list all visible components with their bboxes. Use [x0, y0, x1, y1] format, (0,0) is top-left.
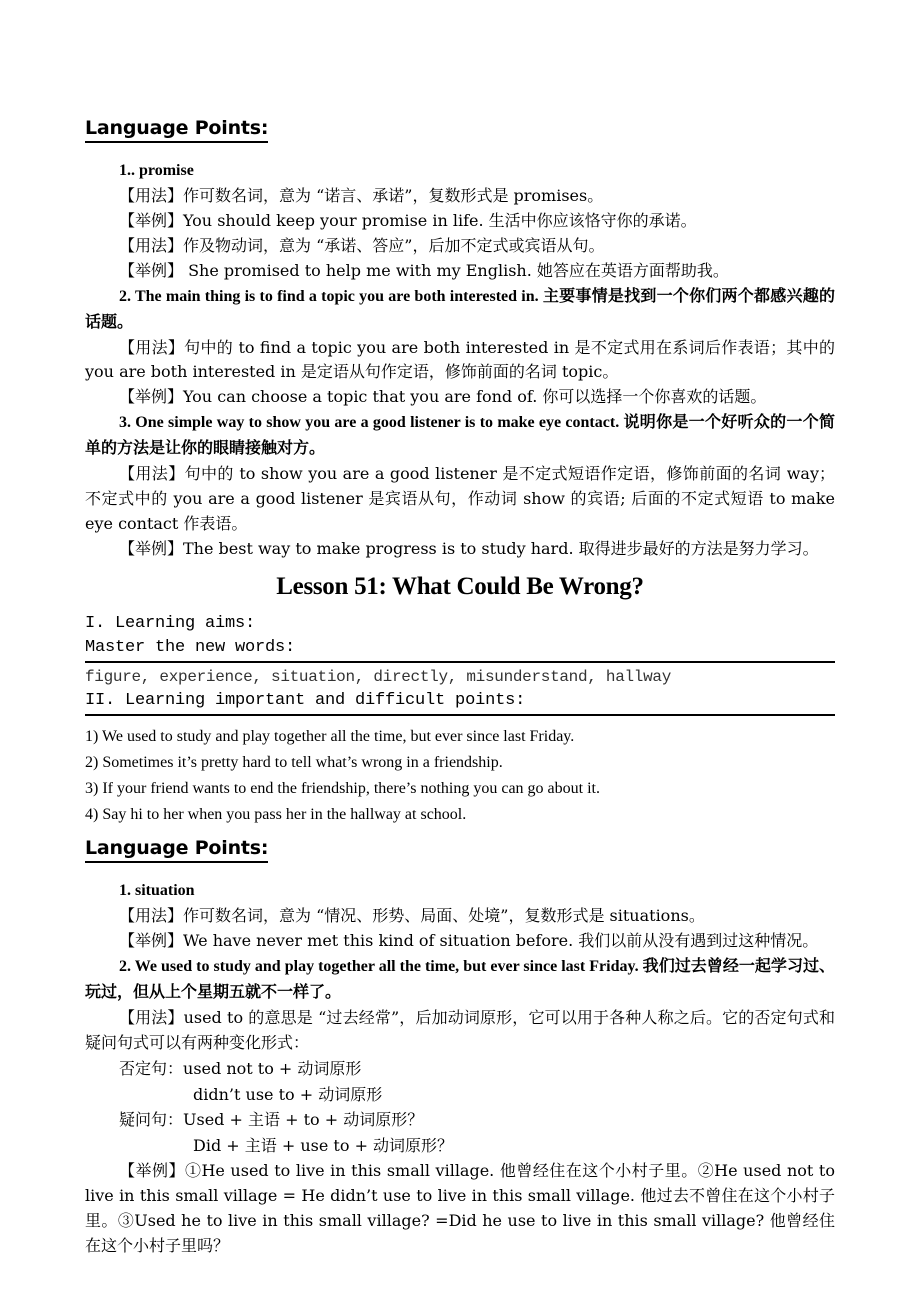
entry-usage-used-to: 【用法】used to 的意思是 “过去经常”，后加动词原形，它可以用于各种人称之后。它的否定句式和疑问句式可以有两种变化形式： [85, 1007, 835, 1052]
form-value: didn’t use to + 动词原形 [193, 1084, 383, 1104]
form-label: 否定句： [119, 1058, 184, 1078]
learning-aims-subheading: Master the new words: [85, 636, 835, 663]
entry-example-used-to: 【举例】①He used to live in this small village. 他曾经住在这个小村子里。②He used not to live in this small village = He didn’t use to live in this small village. 他过去不曾住在这个小村子里。③Used he to live in this small village? =Did he use to live in this small village? 他曾经住在这个小村子里吗？ [85, 1161, 835, 1256]
form-label: 疑问句： [119, 1110, 184, 1130]
entry-example-main-thing: 【举例】You can choose a topic that you are fond of. 你可以选择一个你喜欢的话题。 [119, 387, 767, 407]
entry-usage-main-thing: 【用法】句中的 to find a topic you are both interested in 是不定式用在系词后作表语；其中的 you are both interested in 是定语从句作定语，修饰前面的名词 topic。 [85, 337, 835, 382]
entry-title-used-to-en: 2. We used to study and play together all the time, but ever since last Friday. [119, 957, 639, 975]
entry-line-promise-example-2: 【举例】 She promised to help me with my English. 她答应在英语方面帮助我。 [119, 260, 729, 280]
learning-aims-heading: I. Learning aims: [85, 614, 256, 634]
entry-usage-situation: 【用法】作可数名词，意为 “情况、形势、局面、处境”，复数形式是 situations。 [119, 905, 705, 925]
lesson-title: Lesson 51: What Could Be Wrong? [276, 573, 644, 601]
entry-title-main-thing-en: 2. The main thing is to find a topic you are both interested in. [119, 287, 539, 305]
form-value: used not to + 动词原形 [183, 1058, 362, 1078]
language-points-heading-1-text: Language Points: [85, 118, 268, 143]
learning-point-item: 1) We used to study and play together all the time, but ever since last Friday. [85, 728, 575, 746]
entry-title-used-to [85, 954, 835, 1006]
entry-title-used-to-cn: 我们过去曾经一起学习过、玩过，但从上个星期五就不一样了。 [85, 955, 836, 1001]
entry-line-promise-usage-2: 【用法】作及物动词，意为 “承诺、答应”，后加不定式或宾语从句。 [119, 235, 605, 255]
learning-point-item: 4) Say hi to her when you pass her in the hallway at school. [85, 806, 467, 824]
form-row-question-2 [119, 1133, 835, 1159]
new-words-list: figure, experience, situation, directly, misunderstand, hallway [85, 668, 671, 687]
entry-line-promise-example-1: 【举例】You should keep your promise in life. 生活中你应该恪守你的承诺。 [119, 210, 697, 230]
form-value: Used + 主语 + to + 动词原形？ [183, 1110, 424, 1130]
used-to-forms-list [85, 1056, 835, 1160]
language-points-heading-1 [85, 118, 835, 143]
entry-title-main-thing [85, 284, 835, 336]
entry-title-eye-contact-en: 3. One simple way to show you are a good listener is to make eye contact. [119, 414, 620, 432]
entry-line-promise-usage-1: 【用法】作可数名词，意为 “诺言、承诺”，复数形式是 promises。 [119, 185, 604, 205]
learning-point-item: 3) If your friend wants to end the friendship, there’s nothing you can go about it. [85, 780, 600, 798]
form-row-negative-2 [119, 1082, 835, 1108]
form-value: Did + 主语 + use to + 动词原形？ [193, 1136, 454, 1156]
learning-points-heading: II. Learning important and difficult points: [85, 689, 835, 716]
entry-title-promise: 1.. promise [119, 161, 194, 179]
language-points-heading-2 [85, 838, 835, 863]
entry-example-situation: 【举例】We have never met this kind of situation before. 我们以前从没有遇到过这种情况。 [119, 930, 819, 950]
language-points-heading-2-text: Language Points: [85, 838, 268, 863]
entry-example-eye-contact: 【举例】The best way to make progress is to study hard. 取得进步最好的方法是努力学习。 [119, 539, 819, 559]
entry-title-eye-contact [85, 410, 835, 462]
learning-point-item: 2) Sometimes it’s pretty hard to tell what’s wrong in a friendship. [85, 754, 503, 772]
form-row-negative-1 [119, 1056, 835, 1082]
form-row-question-1 [119, 1107, 835, 1133]
entry-title-situation: 1. situation [119, 881, 195, 899]
entry-title-main-thing-cn: 主要事情是找到一个你们两个都感兴趣的话题。 [85, 285, 835, 331]
document-content [85, 118, 835, 1259]
entry-usage-eye-contact: 【用法】句中的 to show you are a good listener 是不定式短语作定语，修饰前面的名词 way；不定式中的 you are a good listener 是宾语从句，作动词 show 的宾语; 后面的不定式短语 to make eye contact 作表语。 [85, 464, 835, 534]
entry-title-eye-contact-cn: 说明你是一个好听众的一个简单的方法是让你的眼睛接触对方。 [85, 412, 836, 458]
